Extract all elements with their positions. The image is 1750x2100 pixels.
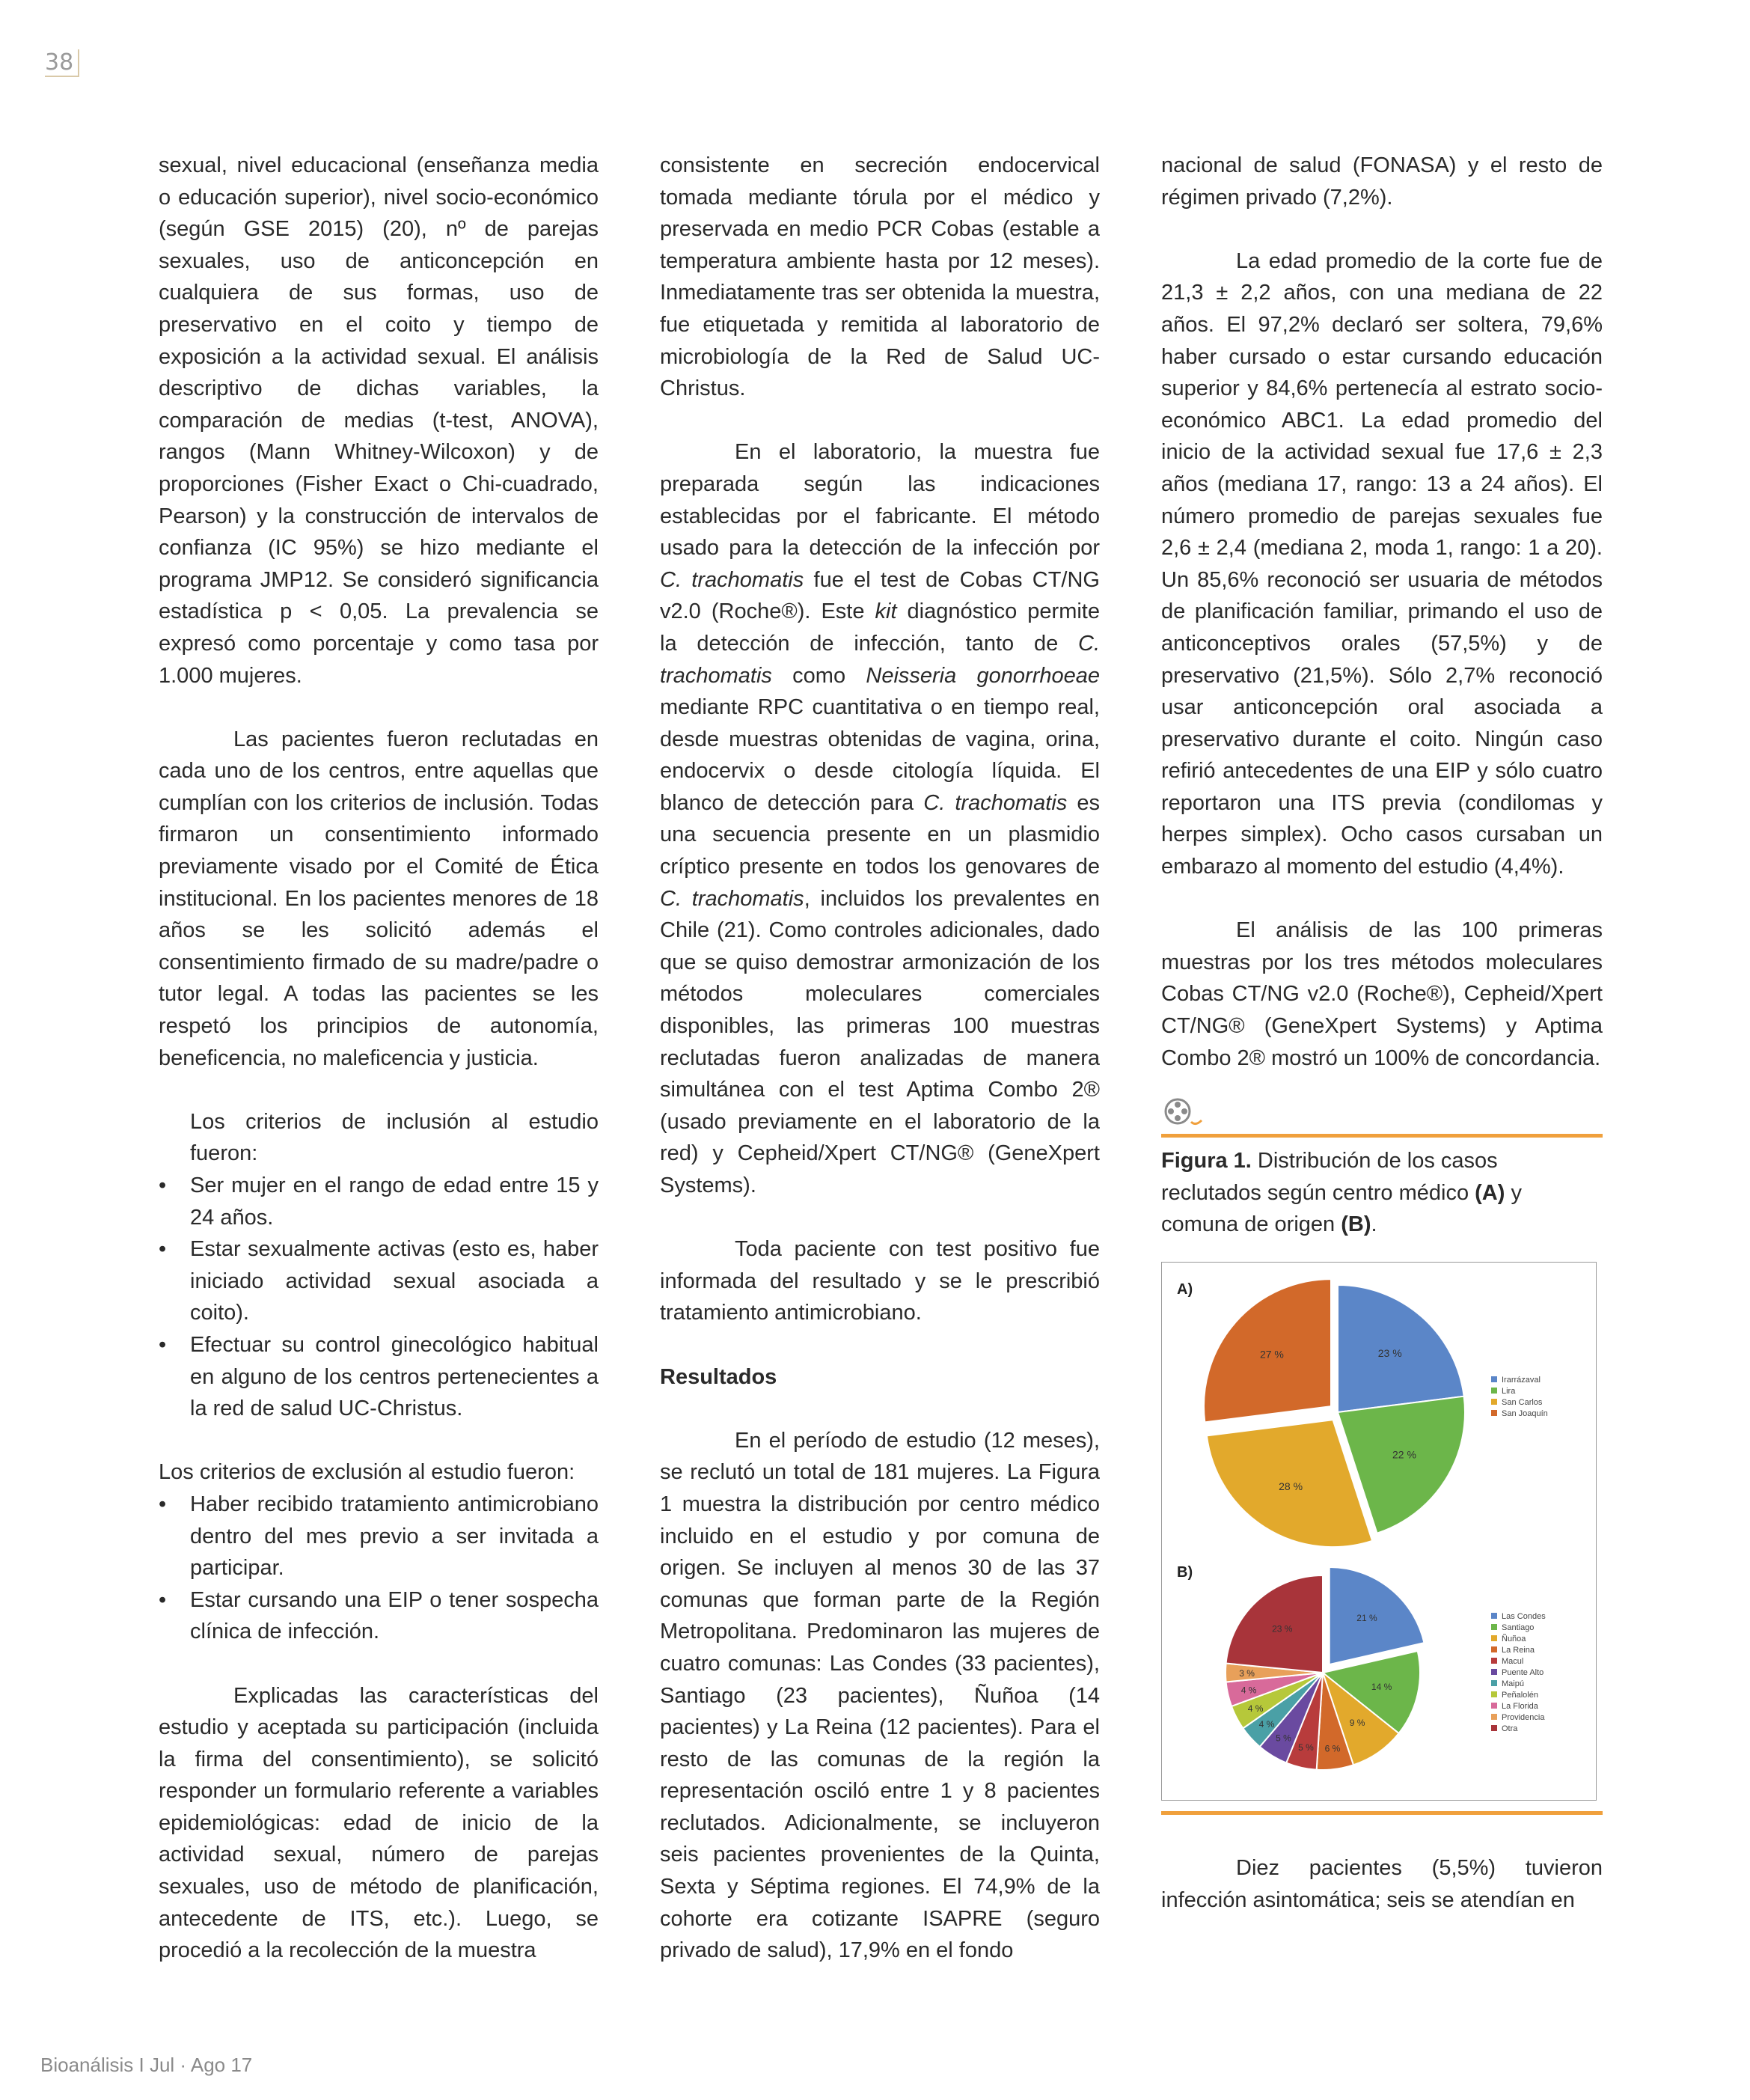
paragraph: Toda paciente con test positivo fue informada del resultado y se le prescribió tratamiento antimicrobiano. [660,1237,1100,1325]
legend-label: La Reina [1502,1646,1535,1655]
column-1 [159,150,599,1967]
legend-swatch [1491,1646,1497,1652]
paragraph: En el laboratorio, la muestra fue preparada según las indicaciones establecidas por el fabricante. El método usado para la detección de la infección por C. trachomatis fue el test de Cobas CT/NG v2.0 (Roche®). Este kit diagnóstico permite la detección de infección, tanto de C. trachomatis como Neisseria gonorrhoeae mediante RPC cuantitativa o en tiempo real, desde muestras obtenidas de vagina, orina, endocervix o desde citología líquida. El blanco de detección para C. trachomatis es una secuencia presente en un plasmidio críptico presente en todos los genovares de C. trachomatis, incluidos los prevalentes en Chile (21). Como controles adicionales, dado que se quiso demostrar armonización de los métodos moleculares comerciales disponibles, las primeras 100 muestras reclutadas fueron analizadas de manera simultánea con el test Aptima Combo 2® (usado previamente en el laboratorio de la red) y Cepheid/Xpert CT/NG® (GeneXpert Systems). [660,440,1100,1197]
slice-label: 27 % [1259,1348,1284,1361]
legend-label: Ñuñoa [1502,1634,1526,1643]
paragraph: Explicadas las características del estudio y aceptada su participación (incluida la firma del consentimiento), se solicitó responder un formulario referente a variables epidemiológicas: edad de inicio de la actividad sexual, número de parejas sexuales, uso de método de planificación, antecedente de ITS, etc.). Luego, se procedió a la recolección de la muestra [159,1683,599,1963]
list-item: • Estar sexualmente activas (esto es, haber iniciado actividad sexual asociada a coito). [159,1233,599,1329]
panel-label: B) [1177,1564,1193,1581]
slice-label: 21 % [1356,1613,1377,1624]
legend-label: Maipú [1502,1679,1524,1688]
slice-label: 5 % [1298,1742,1314,1753]
page-footer: Bioanálisis I Jul · Ago 17 [40,2054,253,2076]
column-2 [660,150,1100,1967]
paragraph: Las pacientes fueron reclutadas en cada uno de los centros, entre aquellas que cumplían con los criterios de inclusión. Todas firmaron un consentimiento informado previamente visado por el Comité de Ética institucional. En los pacientes menores de 18 años se les solicitó además el consentimiento firmado de su madre/padre o tutor legal. A todas las pacientes se les respetó los principios de autonomía, beneficencia, no maleficencia y justicia. [159,727,599,1070]
page-number: 38 [45,49,79,77]
legend-label: San Joaquín [1502,1409,1548,1418]
legend-swatch [1491,1388,1497,1394]
legend-label: Providencia [1502,1713,1545,1722]
section-heading: Resultados [660,1364,777,1389]
slice-label: 9 % [1349,1718,1365,1729]
figure-rule [1161,1134,1603,1138]
legend-swatch [1491,1613,1497,1619]
inclusion-list [159,1170,599,1425]
legend-swatch [1491,1658,1497,1664]
list-item: • Haber recibido tratamiento antimicrobiano dentro del mes previo a ser invitada a participar. [159,1489,599,1584]
figure-rule [1161,1811,1603,1815]
list-item: • Estar cursando una EIP o tener sospecha clínica de infección. [159,1584,599,1648]
legend-label: Puente Alto [1502,1668,1544,1677]
slice-label: 6 % [1324,1743,1341,1754]
slice-label: 23 % [1377,1346,1402,1359]
legend-label: Peñalolén [1502,1691,1538,1700]
figure-caption: Figura 1. Distribución de los casos reclutados según centro médico (A) y comuna de origen (B). [1161,1149,1522,1237]
legend-label: San Carlos [1502,1398,1543,1407]
legend-label: Otra [1502,1724,1518,1733]
legend-swatch [1491,1680,1497,1686]
legend-label: Santiago [1502,1623,1535,1632]
legend-label: Irarrázaval [1502,1376,1541,1385]
column-3 [1161,150,1603,1916]
slice-label: 5 % [1276,1733,1291,1744]
slice-label: 28 % [1279,1480,1303,1493]
slice-label: 4 % [1247,1703,1264,1714]
slice-label: 4 % [1240,1685,1257,1696]
legend-swatch [1491,1725,1497,1731]
figure-1 [1161,1262,1597,1801]
legend-label: Las Condes [1502,1612,1546,1621]
paragraph: En el período de estudio (12 meses), se reclutó un total de 181 mujeres. La Figura 1 muestra la distribución por centro médico incluido en el estudio y por comuna de origen. Se incluyen al menos 30 de las 37 comunas que forman parte de la Región Metropolitana. Predominaron las mujeres de cuatro comunas: Las Condes (33 pacientes), Santiago (23 pacientes), Ñuñoa (14 pacientes) y La Reina (12 pacientes). Para el resto de las comunas de la región la representación osciló entre 1 y 8 pacientes reclutados. Adicionalmente, se incluyeron seis pacientes provenientes de la Quinta, Sexta y Séptima regiones. El 74,9% de la cohorte era cotizante ISAPRE (seguro privado de salud), 17,9% en el fondo [660,1428,1100,1963]
paragraph: nacional de salud (FONASA) y el resto de régimen privado (7,2%). [1161,153,1603,210]
list-item: • Ser mujer en el rango de edad entre 15 y 24 años. [159,1170,599,1233]
pie-chart-b [1177,1564,1546,1770]
pie-chart-a [1177,1279,1548,1547]
list-item: • Efectuar su control ginecológico habitual en alguno de los centros pertenecientes a la red de salud UC-Christus. [159,1329,599,1425]
exclusion-list [159,1489,599,1648]
paragraph: El análisis de las 100 primeras muestras por los tres métodos moleculares Cobas CT/NG v2.0 (Roche®), Cepheid/Xpert CT/NG® (GeneXpert Systems) y Aptima Combo 2® mostró un 100% de concordancia. [1161,918,1603,1070]
legend-swatch [1491,1691,1497,1697]
paragraph: Diez pacientes (5,5%) tuvieron infección asintomática; seis se atendían en [1161,1856,1603,1912]
panel-label: A) [1177,1281,1193,1298]
exclusion-intro: Los criterios de exclusión al estudio fueron: [159,1460,575,1485]
legend-swatch [1491,1714,1497,1720]
legend-label: Macul [1502,1657,1524,1666]
slice-label: 14 % [1371,1681,1392,1692]
figure-1-charts [1162,1263,1596,1800]
legend-swatch [1491,1703,1497,1709]
legend-swatch [1491,1410,1497,1416]
slice-label: 22 % [1392,1448,1416,1461]
film-reel-icon [1161,1096,1206,1129]
slice-label: 3 % [1239,1668,1255,1679]
paragraph: sexual, nivel educacional (enseñanza media o educación superior), nivel socio-económico (según GSE 2015) (20), nº de parejas sexuales, uso de anticoncepción en cualquiera de sus formas, uso de preservativo en el coito y tiempo de exposición a la actividad sexual. El análisis descriptivo de dichas variables, la comparación de medias (t-test, ANOVA), rangos (Mann Whitney-Wilcoxon) y de proporciones (Fisher Exact o Chi-cuadrado, Pearson) y la construcción de intervalos de confianza (IC 95%) se hizo mediante el programa JMP12. Se consideró significancia estadística p < 0,05. La prevalencia se expresó como porcentaje y como tasa por 1.000 mujeres. [159,153,599,688]
legend-swatch [1491,1376,1497,1382]
paragraph: consistente en secreción endocervical tomada mediante tórula por el médico y preservada en medio PCR Cobas (estable a temperatura ambiente hasta por 12 meses). Inmediatamente tras ser obtenida la muestra, fue etiquetada y remitida al laboratorio de microbiología de la Red de Salud UC-Christus. [660,153,1100,401]
legend-swatch [1491,1635,1497,1641]
legend-label: La Florida [1502,1702,1538,1711]
legend-swatch [1491,1669,1497,1675]
slice-label: 4 % [1258,1719,1275,1730]
slice-label: 23 % [1272,1623,1293,1634]
legend-swatch [1491,1624,1497,1630]
inclusion-intro: Los criterios de inclusión al estudio fueron: [190,1109,599,1166]
legend-label: Lira [1502,1387,1516,1396]
paragraph: La edad promedio de la corte fue de 21,3 ± 2,2 años, con una mediana de 22 años. El 97,2% declaró ser soltera, 79,6% haber cursado o estar cursando educación superior y 84,6% pertenecía al estrato socio-económico ABC1. La edad promedio del inicio de la actividad sexual fue 17,6 ± 2,3 años (mediana 17, rango: 13 a 24 años). El número promedio de parejas sexuales fue 2,6 ± 2,4 (mediana 2, moda 1, rango: 1 a 20). Un 85,6% reconoció ser usuaria de métodos de planificación familiar, primando el uso de anticonceptivos orales (57,5%) y de preservativo (21,5%). Sólo 2,7% reconoció usar anticoncepción oral asociada a preservativo durante el coito. Ningún caso refirió antecedentes de una EIP y sólo cuatro reportaron una ITS previa (condilomas y herpes simplex). Ocho casos cursaban un embarazo al momento del estudio (4,4%). [1161,248,1603,879]
legend-swatch [1491,1399,1497,1405]
